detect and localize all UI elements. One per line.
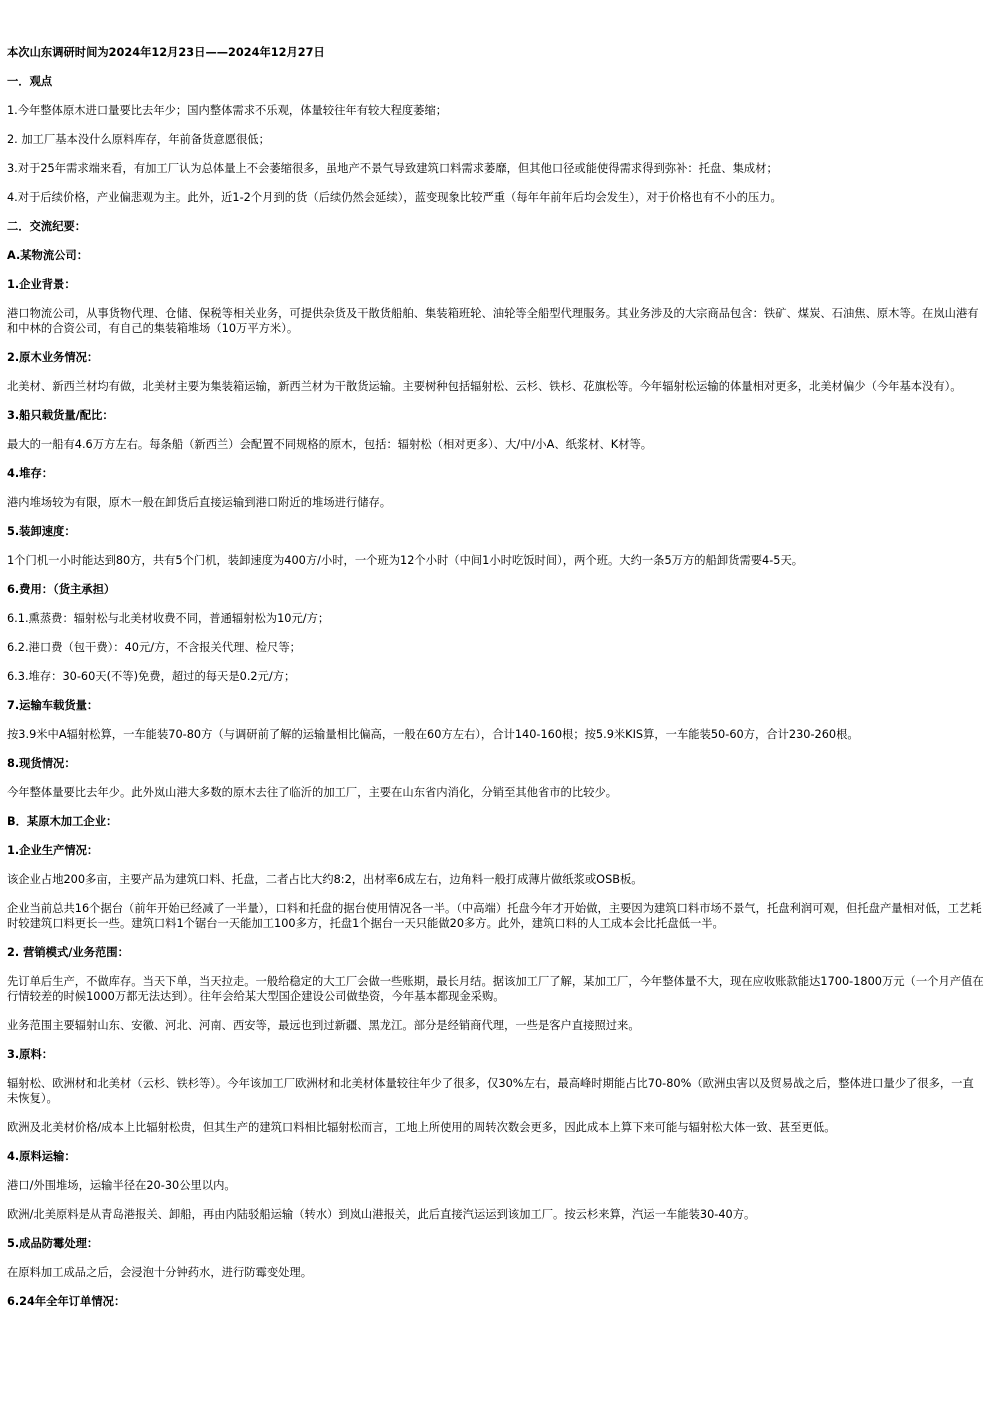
section-heading: 3.原料： [7,1048,54,1061]
paragraph: 业务范围主要辐射山东、安徽、河北、河南、西安等，最远也到过新疆、黑龙江。部分是经销商代理，一些是客户直接照过来。 [7,1019,640,1032]
section-heading: 1.企业生产情况： [7,844,99,857]
paragraph: 3.对于25年需求端来看，有加工厂认为总体量上不会萎缩很多，虽地产不景气导致建筑口料需求萎靡，但其他口径或能使得需求得到弥补：托盘、集成材； [7,162,778,175]
paragraph: 港口/外围堆场，运输半径在20-30公里以内。 [7,1179,236,1192]
paragraph: 最大的一船有4.6万方左右。每条船（新西兰）会配置不同规格的原木，包括：辐射松（相对更多）、大/中/小A、纸浆材、K材等。 [7,438,653,451]
paragraph: 今年整体量要比去年少。此外岚山港大多数的原木去往了临沂的加工厂，主要在山东省内消化，分销至其他省市的比较少。 [7,786,618,799]
paragraph: 4.对于后续价格，产业偏悲观为主。此外，近1-2个月到的货（后续仍然会延续），蓝变现象比较严重（每年年前年后均会发生），对于价格也有不小的压力。 [7,191,782,204]
paragraph: 6.2.港口费（包干费）：40元/方，不含报关代理、检尺等； [7,641,301,654]
section-heading: 5.成品防霉处理： [7,1237,99,1250]
section-heading: 2. 营销模式/业务范围： [7,946,129,959]
paragraph: 辐射松、欧洲材和北美材（云杉、铁杉等）。今年该加工厂欧洲材和北美材体量较往年少了很多，仅30%左右，最高峰时期能占比70-80%（欧洲虫害以及贸易战之后，整体进口量少了很多，一直未恢复）。 [7,1077,974,1105]
section-heading: 4.堆存： [7,467,54,480]
section-heading: 2.原木业务情况： [7,351,99,364]
paragraph: 在原料加工成品之后，会浸泡十分钟药水，进行防霉变处理。 [7,1266,313,1279]
paragraph: 1.今年整体原木进口量要比去年少；国内整体需求不乐观，体量较往年有较大程度萎缩； [7,104,448,117]
section-heading: A.某物流公司： [7,249,89,262]
section-heading: 6.24年全年订单情况： [7,1295,126,1308]
section-heading: B．某原木加工企业： [7,815,118,828]
paragraph: 6.1.熏蒸费：辐射松与北美材收费不同，普通辐射松为10元/方； [7,612,330,625]
paragraph: 先订单后生产，不做库存。当天下单，当天拉走。一般给稳定的大工厂会做一些账期，最长月结。据该加工厂了解，某加工厂，今年整体量不大，现在应收账款能达1700-1800万元（一个月产值在行情较差的时候1000万都无法达到）。往年会给某大型国企建设公司做垫资，今年基本都现金采购。 [7,975,984,1003]
paragraph: 6.3.堆存：30-60天(不等)免费，超过的每天是0.2元/方； [7,670,296,683]
section-heading: 3.船只载货量/配比： [7,409,114,422]
paragraph: 港口物流公司，从事货物代理、仓储、保税等相关业务，可提供杂货及干散货船舶、集装箱班轮、油轮等全船型代理服务。其业务涉及的大宗商品包含：铁矿、煤炭、石油焦、原木等。在岚山港有和中林的合资公司，有自己的集装箱堆场（10万平方米）。 [7,307,979,335]
section-heading: 4.原料运输： [7,1150,76,1163]
section-heading: 一．观点 [7,75,53,88]
paragraph: 欧洲及北美材价格/成本上比辐射松贵，但其生产的建筑口料相比辐射松而言，工地上所使用的周转次数会更多，因此成本上算下来可能与辐射松大体一致、甚至更低。 [7,1121,836,1134]
paragraph: 企业当前总共16个据台（前年开始已经减了一半量），口料和托盘的据台使用情况各一半。（中高端）托盘今年才开始做，主要因为建筑口料市场不景气，托盘利润可观，但托盘产量相对低，工艺耗时较建筑口料更长一些。建筑口料1个锯台一天能加工100多方，托盘1个据台一天只能做20多方。此外，建筑口料的人工成本会比托盘低一半。 [7,902,982,930]
paragraph: 按3.9米中A辐射松算，一车能装70-80方（与调研前了解的运输量相比偏高，一般在60方左右），合计140-160根；按5.9米KIS算，一车能装50-60方，合计230-260根。 [7,728,859,741]
paragraph: 港内堆场较为有限，原木一般在卸货后直接运输到港口附近的堆场进行储存。 [7,496,392,509]
section-heading: 1.企业背景： [7,278,76,291]
paragraph: 1个门机一小时能达到80方，共有5个门机，装卸速度为400方/小时，一个班为12个小时（中间1小时吃饭时间），两个班。大约一条5万方的船卸货需要4-5天。 [7,554,804,567]
section-heading: 6.费用：（货主承担） [7,583,116,596]
section-heading: 8.现货情况： [7,757,76,770]
paragraph: 北美材、新西兰材均有做，北美材主要为集装箱运输，新西兰材为干散货运输。主要树种包括辐射松、云杉、铁杉、花旗松等。今年辐射松运输的体量相对更多，北美材偏少（今年基本没有）。 [7,380,962,393]
paragraph: 欧洲/北美原料是从青岛港报关、卸船，再由内陆驳船运输（转水）到岚山港报关，此后直接汽运运到该加工厂。按云杉来算，汽运一车能装30-40方。 [7,1208,756,1221]
section-heading: 5.装卸速度： [7,525,76,538]
section-heading: 二．交流纪要： [7,220,87,233]
paragraph: 2. 加工厂基本没什么原料库存，年前备货意愿很低； [7,133,270,146]
paragraph: 该企业占地200多亩，主要产品为建筑口料、托盘，二者占比大约8:2，出材率6成左右，边角料一般打成薄片做纸浆或OSB板。 [7,873,643,886]
section-heading: 7.运输车载货量： [7,699,99,712]
section-heading: 本次山东调研时间为2024年12月23日——2024年12月27日 [7,46,325,59]
